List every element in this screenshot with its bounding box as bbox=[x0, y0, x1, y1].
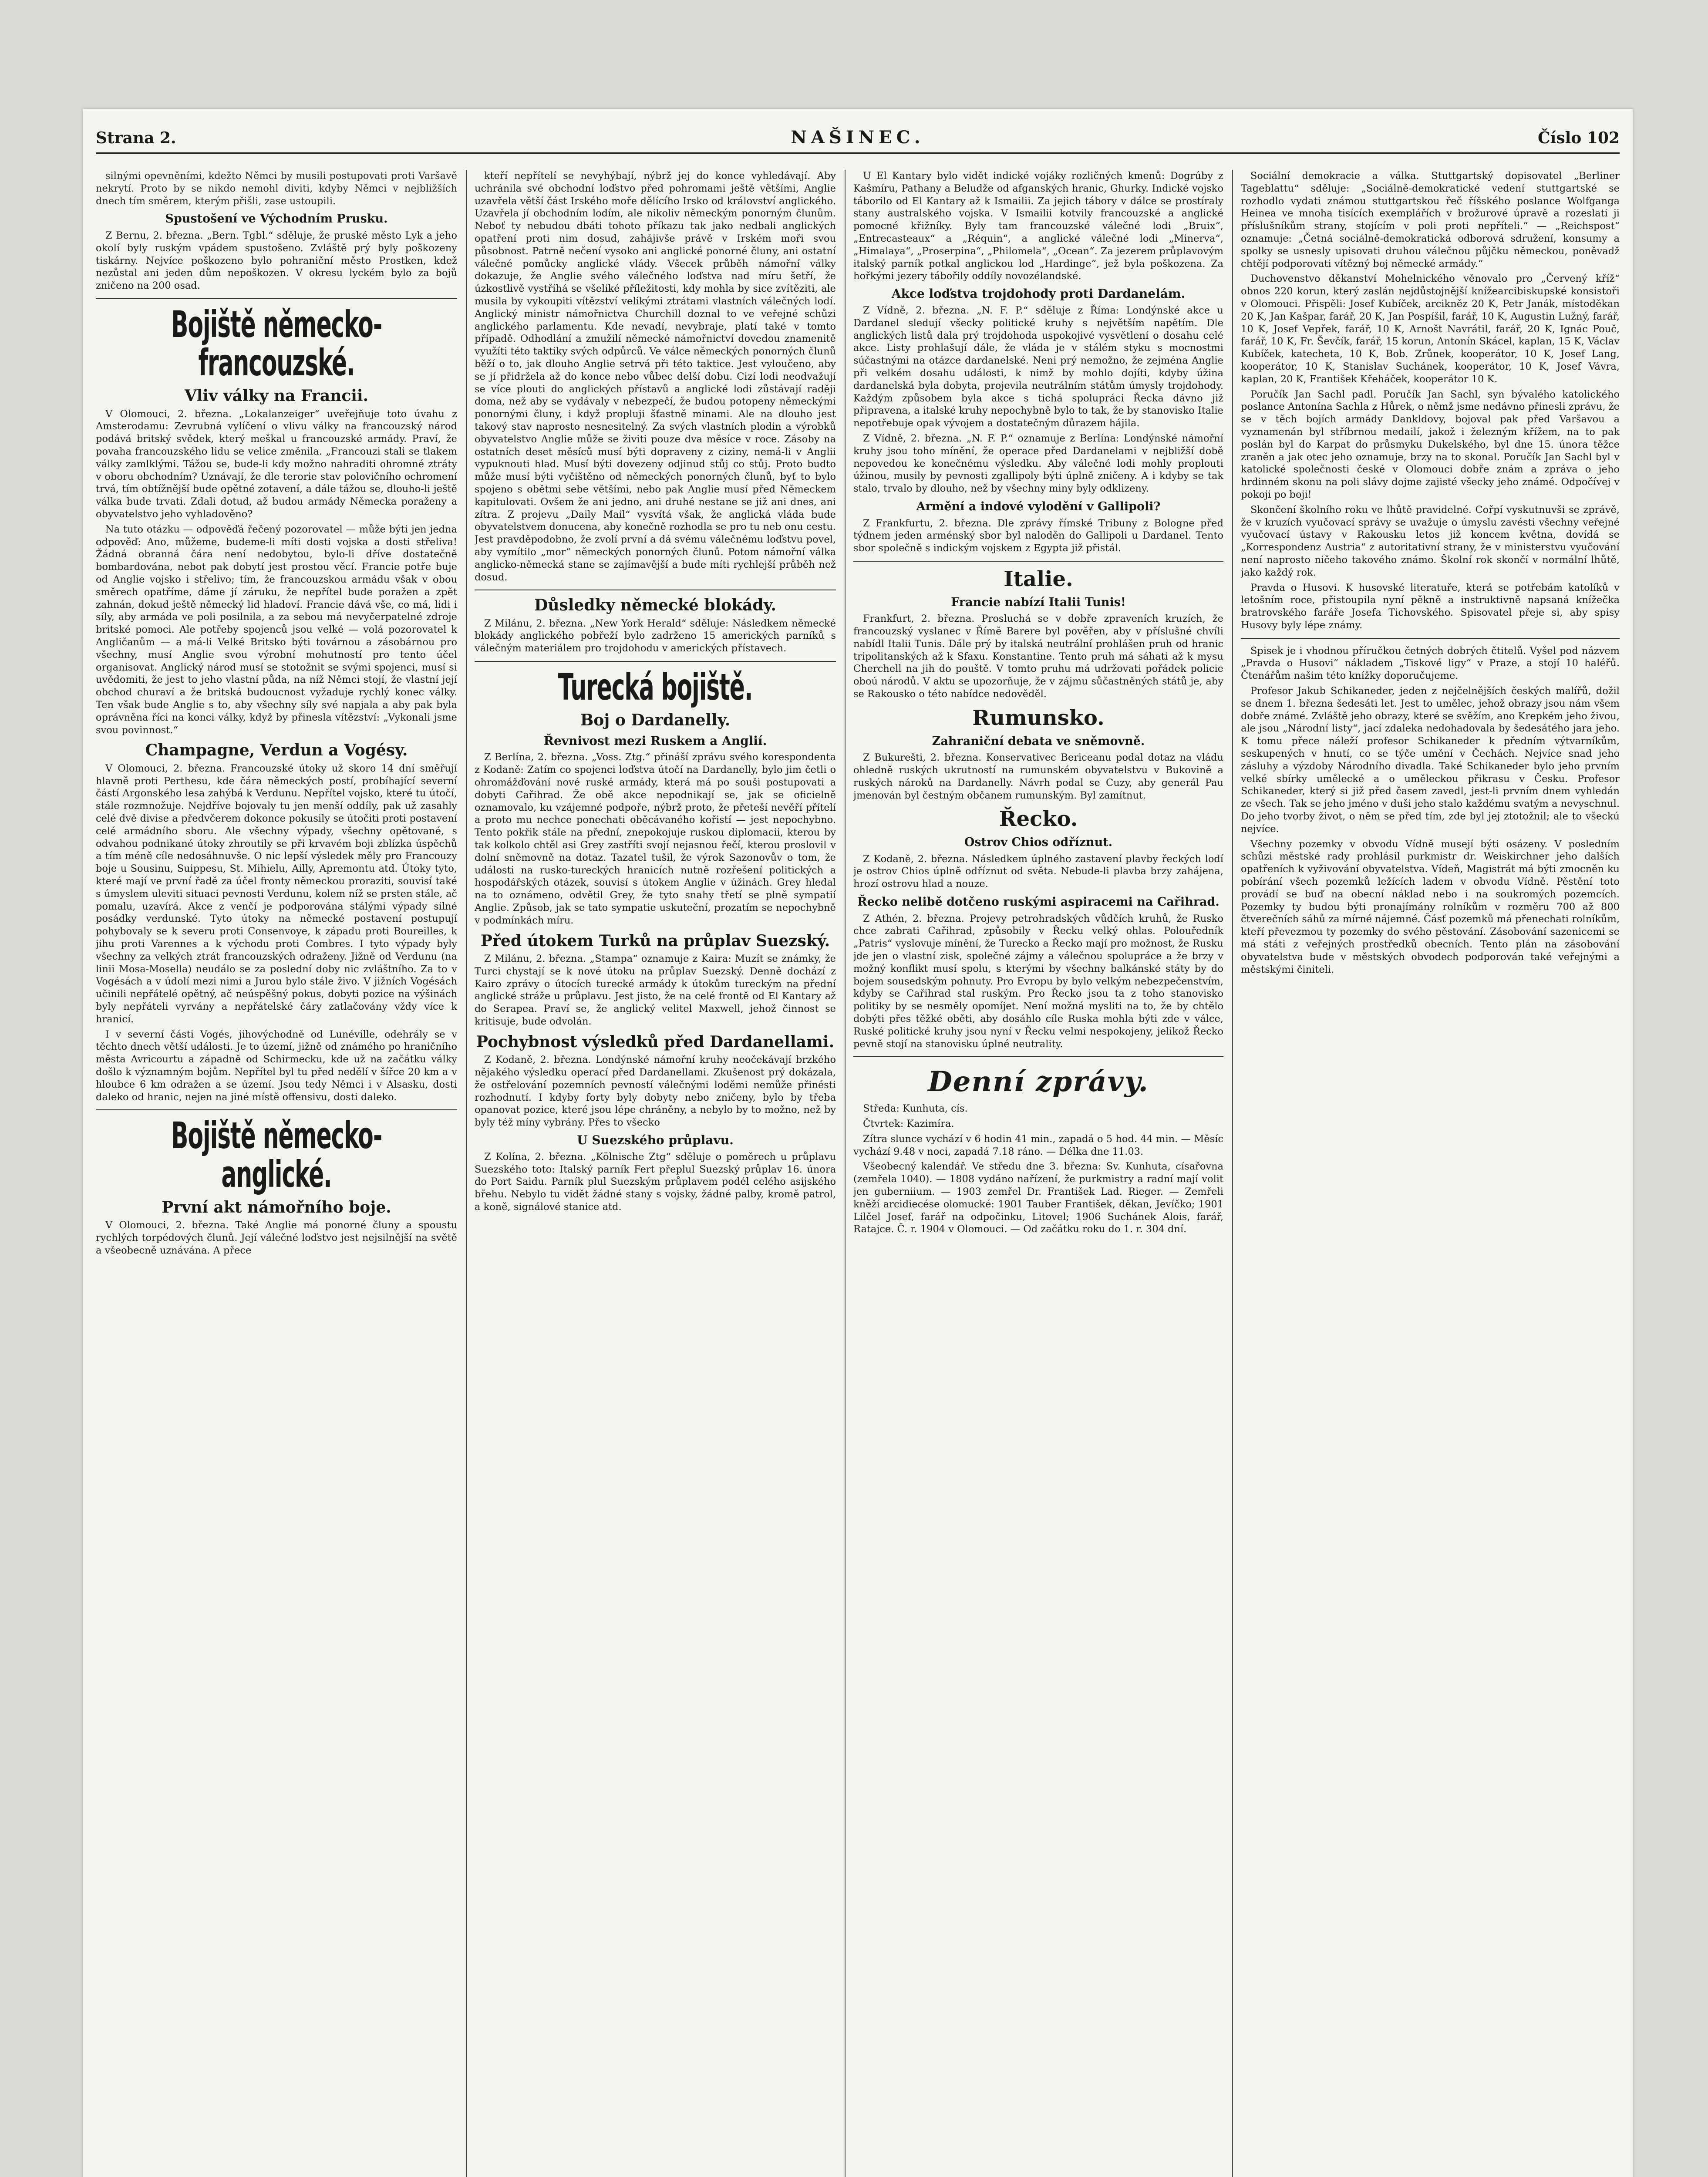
section-rule bbox=[475, 661, 836, 662]
article-text: Frankfurt, 2. března. Prosluchá se v dobře zpraveních kruzích, že francouzský vyslanec v Římě Barere byl pověřen, aby v příslušné chvíli nabídl Italii Tunis. Dále prý by italská neutrální prohlášen pruh od hranic tripolitanských až k Sfaxu. Konstantine. Tento pruh má sáhati až k mysu Cherchell na jih do pouště. V tomto pruhu má udržovati pořádek policie oboú národů. V aktu se upozorňuje, že v zájmu sůčastněných států je, aby se Rakousko o této nabídce nedověděl. bbox=[853, 613, 1223, 700]
section-banner: Italie. bbox=[1004, 566, 1073, 591]
column-1 bbox=[96, 170, 457, 2177]
article-text: Z Vídně, 2. března. „N. F. P.“ sděluje z Říma: Londýnské akce u Dardanel sledují všecky politické kruhy s největším napětím. Dle anglických listů dala prý trojdohoda uspokojivé vysvětlení o dosahu celé akce. Listy prohlašují dále, že vláda je v stálém styku s mocnostmi súčastnými na otázce dardanelské. Neni prý nemožno, že zejména Anglie při velkém dosahu události, k nimž by mohlo dojíti, kdyby úžina dardanelská byla dobyta, projevila neutrálním státům úmysly trojdohody. Každým způsobem byla akce s tichá spolupráci Řecka dávno již připravena, a italské kruhy nepochybně bylo to tak, že by stanovisko Italie nepotřebuje opak vývojem a dostatečným důrazem hájila. bbox=[853, 305, 1223, 429]
article-text: Z Frankfurtu, 2. března. Dle zprávy římské Tribuny z Bologne před týdnem jeden arménský sbor byl naloděn do Gallipoli u Dardanel. Tento sbor společně s indickým vojskem z Egypta již přistál. bbox=[853, 517, 1223, 554]
article-text: Pravda o Husovi. K husovské literatuře, která se potřebám katolíků v letošním roce, přistoupila nyní pěkně a instruktivně napsaná knížečka bratrovského faráře Josefa Tichovského. Spisovatel přeje si, aby spisy Husovy byly lépe známy. bbox=[1241, 582, 1620, 631]
article-text: kteří nepřítelí se nevyhýbají, nýbrž jej do konce vyhledávají. Aby uchránila své obchodní loďstvo před pohromami ještě většími, Anglie uzavřela větší část Irského moře dělícího Irsko od království anglického. Uzavřela jí obchodním lodím, ale nikoliv německým ponorným člunům. Neboť ty nebudou dbáti tohoto příkazu tak jako nedbali anglických opatření proti nim dosud, zahájivše právě v Irském moři svou působnost. Patrně nečení vysoko ani anglické ponorné čluny, ani ostatní válečné pomůcky anglické vlády. Všecek průběh námořní války dokazuje, že Anglie svého válečného loďstva nad míru šetří, že úzkostlivě vystříhá se všeliké příležitosti, kdy mohla by sice zvítěziti, ale musila by vykoupiti vítězství velikými ztrátami vlastních válečných lodí. Anglický ministr námořnictva Churchill doznal to ve veřejné schůzi anglického parlamentu. Kde nevadí, nevybraje, platí také v tomto případě. Odhodlání a zmužilí německé námořnictví dovedou znamenitě využíti této taktiky svých odpůrců. Ve válce německých ponorných člunů běží o to, jak dlouho Anglie setrvá při této taktice. Jest vyloučeno, aby se jí přidržela až do konce nebo vůbec delší dobu. Cizí lodi neodvažují se více plouti do anglických přístavů a anglické lodi zůstávají raději doma, než aby se vydávaly v nebezpečí, že budou potopeny německými ponornými čluny, i když propluji šťastně minami. Ale na dlouho jest takový stav naprosto nesnesitelný. Za svých vlastních plodin a výrobků obyvatelstvo Anglie může se živiti pouze dva měsíce v roce. Zásoby na ostatních deset měsíců musí býti dopraveny z ciziny, nemá-li v Anglii vypuknouti hlad. Musí býti dovezeny odjinud stůj co stůj. Proto budto může musí býti vyčištěno od německých ponorných člunů, byť to bylo spojeno s obětmi sebe většími, nebo pak Anglie musí před Německem kapitulovati. Ovšem že ani jedno, ani druhé nestane se již ani dnes, ani zítra. Z projevu „Daily Mail“ vysvítá však, že anglická vláda bude obyvatelstvem donucena, aby konečně rozhodla se pro tu neb onu cestu. Jest pravděpodobno, že zvolí první a dá svému válečnému loďstvu povel, aby vymítilo „mor“ německých ponorných člunů. Potom námořní válka anglicko-německá stane se zajímavější a bude míti rychlejší průběh než dosud. bbox=[475, 170, 836, 583]
article-text: Z Milánu, 2. března. „Stampa“ oznamuje z Kaira: Muzít se známky, že Turci chystají se k nové útoku na průplav Suezský. Denně dochází z Kairo zprávy o útocích turecké armády k útokům tureckým na přední anglické stráže u průplavu. Jest jisto, že na celé frontě od El Kantary až do Serapea. Praví se, že anglický velitel Maxwell, jehož činnost se kritisuje, bude odvolán. bbox=[475, 953, 836, 1028]
section-rule bbox=[96, 1109, 457, 1110]
article-heading: Řecko nelibě dotčeno ruskými aspiracemi na Cařihrad. bbox=[857, 895, 1220, 909]
section-rule bbox=[853, 561, 1223, 562]
article-text: silnými opevněními, kdežto Němci by musili postupovati proti Varšavě nekrytí. Proto by se nikdo nemohl diviti, kdyby Němci v nejbližších dnech tím směrem, kterým přišli, zase ustoupili. bbox=[96, 170, 457, 207]
article-heading: Champagne, Verdun a Vogésy. bbox=[145, 741, 408, 760]
article-text: Z Bukurešti, 2. března. Konservativec Bericeanu podal dotaz na vládu ohledně ruských ukrutností na rumunském obyvatelstvu v Bukovině a ruských nároků na Dardanelly. Návrh podal se Cuzy, aby generál Pau jmenován byl čestným občanem rumunským. Byl zamítnut. bbox=[853, 752, 1223, 801]
article-heading: První akt námořního boje. bbox=[162, 1198, 391, 1217]
article-text: Skončení školního roku ve lhůtě pravidelné. Cořpí vyskutnuvši se zprávě, že v kruzích vyučovací správy se uvažuje o úmyslu zavésti všechny veřejné vyučovací ústavy v Rakousku letos již koncem května, dovídá se „Korrespondenz Austria“ z autoritativní strany, že v ministerstvu vyučování není naprosto ničeho takového známo. Školní rok skončí v normální lhůtě, jako každý rok. bbox=[1241, 504, 1620, 578]
article-heading: Zahraniční debata ve sněmovně. bbox=[932, 734, 1145, 748]
column-2 bbox=[475, 170, 836, 2177]
column-3 bbox=[853, 170, 1223, 2177]
article-text: Duchovenstvo děkanství Mohelnického věnovalo pro „Červený kříž“ obnos 220 korun, který zaslán nejdůstojnější knížearcibiskupské konsistoři v Olomouci. Přispěli: Josef Kubíček, arcikněz 20 K, Petr Janák, místoděkan 20 K, Jan Kašpar, farář, 20 K, Jan Pospíšil, farář, 10 K, Augustin Lužný, farář, 10 K, Josef Vepřek, farář, 10 K, Arnošt Navrátil, farář, 20 K, Ignác Pouč, farář, 10 K, Fr. Ševčík, farář, 15 korun, Antonín Skácel, kaplan, 15 K, Václav Kubíček, katecheta, 10 K, Bob. Zrůnek, kooperátor, 10 K, Josef Lang, kooperátor, 10 K, Stanislav Suchánek, kooperátor, 10 K, Josef Vávra, kaplan, 20 K, František Křeháček, kooperátor 10 K. bbox=[1241, 273, 1620, 385]
article-heading: Vliv války na Francii. bbox=[184, 387, 369, 405]
calendar-note: Zítra slunce vychází v 6 hodin 41 min., zapadá o 5 hod. 44 min. — Měsíc vychází 9.48 v noci, zapadá 7.18 ráno. — Délka dne 11.03. bbox=[853, 1133, 1223, 1157]
article-text: V Olomouci, 2. března. Francouzské útoky už skoro 14 dní směřují hlavně proti Perthesu, kde čára německých postí, probíhající severní částí Argonského lesa zahýbá k Verdunu. Nepřítel vojsko, které tu útočí, stále rozmnožuje. Nejdříve bojovaly tu jen menší oddíly, pak už zasahly celé dvě divise a předvčerem dokonce pokusily se útočiti proti postavení celé armádního sboru. Ale všechny výpady, všechny opětované, s odvahou podnikané útoky zhroutily se při krvavém boji zblízka úspěchů a tím méně cíle nedosáhnuvše. O nic lepší výsledek měly pro Francouzy boje u Sousinu, Suippesu, St. Mihielu, Ailly, Apremontu atd. Útoky tyto, které mají ve první řadě za účel fronty německou proraziti, souvisí také s úmyslem uleviti situaci pevnosti Verdunu, kolem níž se prsten stále, ač pomalu, uzavírá. Akce z venčí je podporována stálými výpady silné posádky verdunské. Tyto útoky na německé postavení postupují pohybovaly se k severu proti Consenvoye, k západu proti Boureilles, k jihu proti Varennes a k východu proti Combres. I tyto výpady byly všechny za velkých ztrát francouzských odraženy. Jižně od Verdunu (na linii Mosa-Mosella) neudálo se za poslední doby nic zvláštního. Za to v Vogésách a v údolí mezi nimi a Jurou bylo stále živo. V jižních Vogésách učinili nepřátelé opětný, ač neúspěšný pokus, dobyti pozice na výšinách byly nepřáteli vyrvány a nepřátelské čáry zatlačovány vždy více k hranicí. bbox=[96, 762, 457, 1025]
article-text: Poručík Jan Sachl padl. Poručík Jan Sachl, syn bývalého katolického poslance Antonína Sachla z Hůrek, o němž jsme nedávno přinesli zprávu, že se v těch bojích armády Dankldovy, bojoval pak před Varšavou a vyznamenán byl stříbrnou medailí, jakož i železným křížem, na to pak poslán byl do Karpat do průsmyku Dukelského, byl dne 15. února těžce zraněn a jak otec jeho oznamuje, brzy na to skonal. Poručík Jan Sachl byl v katolické společnosti české v Olomouci dobře znám a zpráva o jeho hrdinném skonu na poli slávy dojme zajisté všecky jeho známé. Odpočívej v pokoji po boji! bbox=[1241, 388, 1620, 500]
article-heading: Ostrov Chios odříznut. bbox=[964, 836, 1113, 849]
column-divider bbox=[845, 170, 846, 2177]
article-text: Všeobecný kalendář. Ve středu dne 3. března: Sv. Kunhuta, císařovna (zemřela 1040). — 1808 vydáno nařízení, že purkmistry a radní mají volit jen guberniium. — 1903 zemřel Dr. František Lad. Rieger. — Zemřeli kněží arcidiecése olomucké: 1901 Tauber František, děkan, Jevíčko; 1901 Lilčel Josef, farář na odpočinku, Litovel; 1906 Suchánek Alois, farář, Ratajce. Č. r. 1904 v Olomouci. — Od začátku roku do 1. r. 304 dní. bbox=[853, 1161, 1223, 1235]
column-divider bbox=[1232, 170, 1233, 2177]
article-text: Z Kolína, 2. března. „Kölnische Ztg“ sděluje o poměrech u průplavu Suezského toto: Italský parník Fert přeplul Suezský průplav 16. února do Port Saidu. Parník plul Suezským průplavem podél celého asijského břehu. Nebylo tu vidět žádné stany s vojsky, žádné palby, kromě patrol, a koně, signálové stanice atd. bbox=[475, 1151, 836, 1213]
section-banner: Bojiště německo-anglické. bbox=[171, 1114, 382, 1196]
article-text: Z Berlína, 2. března. „Voss. Ztg.“ přináší zprávu svého korespondenta z Kodaně: Zatím co spojenci loďstva útočí na Dardanelly, bylo jim četli o ohromážďování nové ruské armády, která má po souši postupovati a dobyti Cařihrad. Že obě akce nepodnikají se, jak se oficielně oznamovalo, ku vzájemné podpoře, nýbrž proto, že přeteší nevěří přítelí a proto mu nechce ponechati oběcávaného kořistí — jest nepochybno. Tento pokřik stále na přední, znepokojuje ruskou diplomacii, kterou by tak kolkolo chtěl asi Grey zastříti svojí nejasnou řečí, kterou proslovil v dolní sněmovně na dotaz. Tazatel tušil, že výrok Sazonovův o tom, že události na rusko-tureckých hranicích nutně rozřešení politických a hospodářských otázek, souvisí s útokem Anglie v úžinách. Grey hledal na to oznámeno, odvětil Grey, že tyto snahy třetí se plně sympatií Anglie. Způsob, jak se tato sympatie uskuteční, prozatím se nepochybně v podmínkách míru. bbox=[475, 752, 836, 926]
article-text: U El Kantary bylo vidět indické vojáky rozličných kmenů: Dogrúby z Kašmíru, Pathany a Beludže od afganských hranic, Ghurky. Indické vojsko táborilo od El Kantary až k Ismailii. Za jejich tábory v dálce se prostíraly stany australského vojska. V Ismailii kotvily francouzské a anglické pomocné křižníky. Byly tam francouzské válečné lodi „Bruix“, „Entrecasteaux“ a „Réquin“, a anglické válečné lodi „Minerva“, „Himalaya“, „Proserpina“, „Philomela“, „Ocean“. Za jezerem průplavovým italský parník potkal anglickou lod „Hardinge“, jež byla poškozena. Za hořkými jezery tábořily oddíly novozélandské. bbox=[853, 170, 1223, 282]
calendar-line: Čtvrtek: Kazimíra. bbox=[863, 1118, 954, 1130]
article-heading: Důsledky německé blokády. bbox=[534, 596, 776, 615]
column-4 bbox=[1241, 170, 1620, 2177]
column-divider bbox=[466, 170, 467, 2177]
section-banner: Turecká bojiště. bbox=[558, 666, 753, 709]
section-banner: Denní zprávy. bbox=[928, 1065, 1149, 1099]
article-heading: Francie nabízí Italii Tunis! bbox=[951, 595, 1126, 609]
article-text: Z Kodaně, 2. března. Následkem úplného zastavení plavby řeckých lodí je ostrov Chios úplně odříznut od světa. Nebude-li plavba brzy zahájena, hrozí ostrovu hlad a nouze. bbox=[853, 853, 1223, 890]
masthead-title: NAŠINEC. bbox=[791, 127, 925, 148]
article-text: I v severní části Vogés, jihovýchodně od Lunéville, odehrály se v těchto dnech větší události. Je to území, jižně od známého po hraničního města Avricourtu a západně od Schirmecku, kde už na začátku války došlo k významným bojům. Nepřítel byl tu před nedělí v šířce 20 km a v hloubce 6 km odražen a se území. Jsou tedy Němci i v Alsasku, dosti daleko od hranic, nejen na jiné místě offensivu, dosti daleko. bbox=[96, 1028, 457, 1103]
article-subheading: Řevnivost mezi Ruskem a Anglií. bbox=[543, 733, 767, 748]
article-text: Všechny pozemky v obvodu Vídně musejí býti osázeny. V posledním schůzi městské rady prohlásil purkmistr dr. Weiskirchner jeho dalších opatřeních k vyživování obyvatelstva. Vídeň, Magistrát má býti zmocněn ku pobírání všech pozemků ležících ladem v obvodu Vídně. Pěstění toto provádí se buď na obecní náklad nebo i na soukromých pozemcích. Pozemky ty budou býti pronajímány rolníkům v rozměru 700 až 800 čtverečních sáhů za mírné nájemné. Čásť pozemků má přenechati rolníkům, kteří převezmou ty pozemky do svého pěstování. Zásobování sazenicemi se má státi z veřejných prostředků obecních. Tento plán na zásobování obyvatelstva bude v městských obvodech podporován také veřejnými a městskými činiteli. bbox=[1241, 838, 1620, 975]
section-rule bbox=[1241, 638, 1620, 639]
section-rule bbox=[96, 298, 457, 299]
article-text: Profesor Jakub Schikaneder, jeden z nejčelnějších českých malířů, dožil se dnem 1. března šedesáti let. Jest to umělec, jehož obrazy jsou nám všem dobře známé. Zvláště jeho obrazy, které se svěžím, ano Krepkém jeho živou, ale jsou „Národní listy“, jací zdaleka nedohadovala by šedesátého jara jeho. K tomu přece náleží profesor Schikaneder k předním výtvarníkům, seskupených v hnutí, co se týče umění v Čechách. Nejvíce snad jeho zásluhy a výzdoby Národního divadla. Také Schikaneder bylo jeho prvním velké sbírky umělecké a o uměleckou přikrasu v Česku. Profesor Schikaneder, který si již před časem zavedl, jest-li prvním dnem vyhledán ze všech. Tak se jeho jméno v duši jeho stalo každému svatým a nevyschnul. Do jeho tvorby život, o něm se před tím, zde byl jej ztotožnil; ale to všeckú nejvíce. bbox=[1241, 685, 1620, 835]
article-text: Z Athén, 2. března. Projevy petrohradských vůdčích kruhů, že Rusko chce zabrati Cařihrad, způsobily v Řecku velký ohlas. Polouředník „Patris“ vyslovuje mínění, že Turecko a Řecko mají pro možnost, že Rusku jde jen o vlastní zisk, společné zájmy a válečnou spolupráce a že brzy v možný konflikt musí spolu, s kterými by všechny balkánské státy by do bojem sousedským pohnuty. Pro Evropu by bylo velkým nebezpečenstvím, kdyby se Cařihrad stal ruským. Pro Řecko jsou ta z toho stanovisko politiky by se nesměly opomíjet. Není možná mysliti na to, že by chtělo dobýti přes těžké oběti, aby dosáhlo cíle Ruska mohla býti zde v válce, Ruské politické kruhy jsou nyní v Řecku velmi nespokojeny, jelikož Řecko pevně stojí na stanovisku úplné neutrality. bbox=[853, 913, 1223, 1050]
article-text: Z Milánu, 2. března. „New York Herald“ sděluje: Následkem německé blokády anglického pobřeží bylo zadrženo 15 amerických parníků s válečným materiálem pro trojdohodu v amerických přístavech. bbox=[475, 617, 836, 654]
article-text: Z Bernu, 2. března. „Bern. Tgbl.“ sděluje, že pruské město Lyk a jeho okolí byly ruským vpádem spustošeno. Zvláště prý byly poškozeny tiskárny. Nejvíce poškozeno bylo pohraniční město Prostken, kdež nezůstal ani jeden dům nepoškozen. V okresu lyckém bylo za bojů zničeno na 200 osad. bbox=[96, 229, 457, 292]
issue-number: Číslo 102 bbox=[1538, 129, 1620, 147]
article-heading: Pochybnost výsledků před Dardanellami. bbox=[476, 1032, 835, 1051]
newspaper-page bbox=[83, 109, 1633, 2177]
article-text: Spisek je i vhodnou příručkou četných dobrých čtitelů. Vyšel pod názvem „Pravda o Husovi“ nákladem „Tiskové ligy“ v Praze, a stojí 10 haléřů. Čtenářům našim této knížky doporučujeme. bbox=[1241, 645, 1620, 682]
article-heading: Před útokem Turků na průplav Suezský. bbox=[480, 931, 830, 950]
running-head bbox=[96, 126, 1620, 154]
article-text: V Olomouci, 2. března. Také Anglie má ponorné čluny a spoustu rychlých torpédových člunů. Její válečné loďstvo jest nejsilnější na světě a všeobecně uznávána. A přece bbox=[96, 1220, 457, 1256]
article-heading: Spustošení ve Východním Prusku. bbox=[165, 212, 388, 226]
section-banner: Rumunsko. bbox=[972, 705, 1105, 730]
article-text: Z Kodaně, 2. března. Londýnské námořní kruhy neočekávají brzkého nějakého výsledku operací před Dardanellami. Zkušenost prý dokázala, že ostřelování pozemních pevností válečnými loděmi nemůže přinésti rozhodnutí. I kdyby forty byly dobyty nebo zničeny, bylo by třeba opanovat pozice, které jsou lépe chráněny, a nebylo by to možno, než by byly též míny vybrány. Přes to všecko bbox=[475, 1054, 836, 1129]
article-text: Z Vídně, 2. března. „N. F. P.“ oznamuje z Berlína: Londýnské námořní kruhy jsou toho mínění, že operace před Dardanelami v nejbližší době nepovedou ke konečnému výsledku. Aby válečné lodi mohly proplouti úžinou, musily by pevnosti zgallipoly býti úplně zničeny. A i kdyby se tak stalo, trvalo by dlouho, než by všechny miny byly odklizeny. bbox=[853, 432, 1223, 495]
article-text: V Olomouci, 2. března. „Lokalanzeiger“ uveřejňuje toto úvahu z Amsterodamu: Zevrubná vylíčení o vlivu války na francouzský národ podává britský svědek, který meškal u francouzské armády. Praví, že povaha francouzského lidu se velice změnila. „Francouzi stali se tlakem války zamlklými. Tážou se, bude-li kdy možno nahraditi ohromné ztráty v oboru obchodním? Uznávají, že dle terorie stav polovičního ochromení trvá, tím obtížnější bude opětné zotavení, a dále tážou se, dlouho-li ještě válka bude trvati. Zdali dotud, až budou armády Německa poraženy a obyvatelstvo jeho vyhladověno? bbox=[96, 408, 457, 520]
article-text: Sociální demokracie a válka. Stuttgartský dopisovatel „Berliner Tageblattu“ sděluje: „Sociálně-demokratické vedení stuttgartské se rozhodlo vydati známou stuttgartskou řeč říšského poslance Wolfganga Heinea ve mnoha tisících exemplářích v brožurové úpravě a rozeslati ji příslušníkům strany, stojícím v poli proti nepříteli.“ — „Reichspost“ oznamuje: „Četná sociálně-demokratická odborová sdružení, konsumy a spolky se usnesly upisovati druhou válečnou půjčku německou, poněvadž chtějí podporovati vítězný boj německé armády.“ bbox=[1241, 170, 1620, 270]
article-heading: U Suezského průplavu. bbox=[577, 1132, 734, 1147]
article-text: Na tuto otázku — odpověďá řečený pozorovatel — může býti jen jedna odpověď: Ano, můžeme, budeme-li míti dosti vojska a dosti střeliva! Žádná obranná čára není nedobytou, bylo-li dříve dostatečně bombardována, nebot pak dobytí jest prostou věcí. Francie potře buje od Anglie vojsko i střelivo; tím, že francouzskou armádu však v obou směrech opatříme, dáme jí záruku, že nepřítel bude poražen a zpět zahnán, dokud ještě německý lid hladoví. Francie dává vše, co má, lidi i síly, aby armáda ve poli posilnila, a za sebou má nevyčerpatelné zdroje britské pomoci. Ale potřeby spojenců jsou velké — volá pozorovatel k Angličanům — a má-li Velké Britsko býti továrnou a zásobárnou pro všechny, musí Anglie svou výrobní mohutností pro tento účel organisovat. Anglický národ musí se stotožnit se svými spojenci, musí si uvědomiti, že jest to jeho vlastní půda, na níž Němci stojí, že vlastní její obchod churaví a že britská budoucnost vyžaduje rychlý konec války. Ten však bude Anglie s to, aby všechny síly své napjala a aby pak byla oprávněna říci na konci války, když by přinesla vítězství: „Vykonali jsme svou povinnost.“ bbox=[96, 523, 457, 736]
section-banner: Bojiště německo-francouzské. bbox=[171, 303, 382, 384]
calendar-line: Středa: Kunhuta, cís. bbox=[863, 1103, 968, 1115]
section-rule bbox=[853, 1056, 1223, 1057]
section-banner: Řecko. bbox=[999, 807, 1078, 832]
article-heading: Akce loďstva trojdohody proti Dardanelám. bbox=[891, 286, 1186, 301]
article-heading: Armění a indové vylodění v Gallipoli? bbox=[916, 499, 1161, 513]
page-number: Strana 2. bbox=[96, 129, 176, 147]
article-heading: Boj o Dardanelly. bbox=[580, 711, 731, 730]
